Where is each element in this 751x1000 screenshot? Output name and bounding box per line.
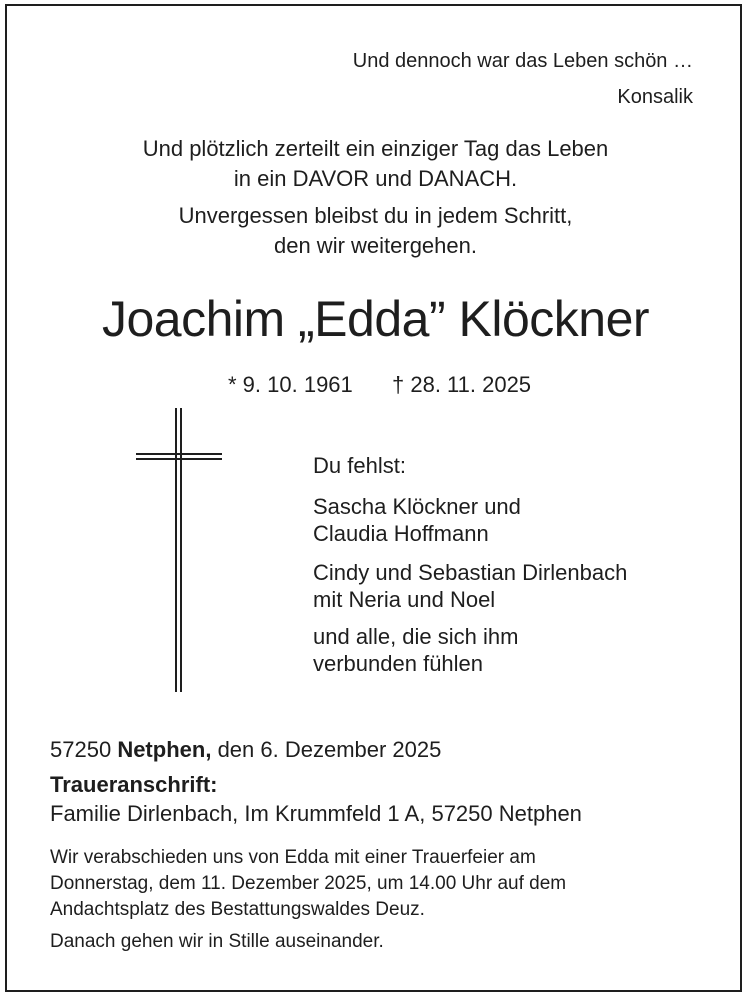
ceremony-text — [50, 845, 566, 923]
verse-1-line-1: Und plötzlich zerteilt ein einziger Tag das Leben — [142, 136, 609, 161]
place-date — [50, 735, 441, 764]
quote-author: Konsalik — [617, 86, 693, 108]
verse-1 — [0, 134, 751, 194]
verse-2-line-1: Unvergessen bleibst du in jedem Schritt, — [178, 203, 573, 228]
mourners-group-1 — [313, 493, 521, 547]
quote-text: Und dennoch war das Leben schön … — [352, 50, 693, 72]
closing-text: Danach gehen wir in Stille auseinander. — [50, 931, 384, 952]
mourner-line: und alle, die sich ihm — [313, 624, 519, 649]
mourners-intro: Du fehlst: — [313, 453, 406, 478]
place-date-text: den 6. Dezember 2025 — [217, 737, 442, 762]
ceremony-line: Donnerstag, dem 11. Dezember 2025, um 14.00 Uhr auf dem — [50, 873, 567, 894]
ceremony-line: Andachtsplatz des Bestattungswaldes Deuz. — [50, 899, 425, 920]
verse-1-line-2: in ein DAVOR und DANACH. — [233, 166, 518, 191]
mourner-line: Claudia Hoffmann — [313, 521, 489, 546]
mourners-group-3 — [313, 623, 518, 677]
death-date: † 28. 11. 2025 — [392, 372, 532, 397]
mourner-line: Sascha Klöckner und — [313, 494, 521, 519]
verse-2 — [0, 201, 751, 261]
ceremony-line: Wir verabschieden uns von Edda mit einer Trauerfeier am — [50, 847, 536, 868]
mourner-line: Cindy und Sebastian Dirlenbach — [313, 560, 628, 585]
verse-2-line-2: den wir weitergehen. — [273, 233, 477, 258]
address-line: Familie Dirlenbach, Im Krummfeld 1 A, 57250 Netphen — [50, 801, 582, 826]
mourners-group-2 — [313, 559, 627, 613]
deceased-name: Joachim „Edda” Klöckner — [101, 291, 650, 347]
mourner-line: verbunden fühlen — [313, 651, 484, 676]
address-label: Traueranschrift: — [50, 772, 218, 797]
place-zip: 57250 — [50, 737, 112, 762]
place-city: Netphen, — [117, 737, 212, 762]
mourner-line: mit Neria und Noel — [313, 587, 496, 612]
birth-date: * 9. 10. 1961 — [228, 372, 353, 397]
